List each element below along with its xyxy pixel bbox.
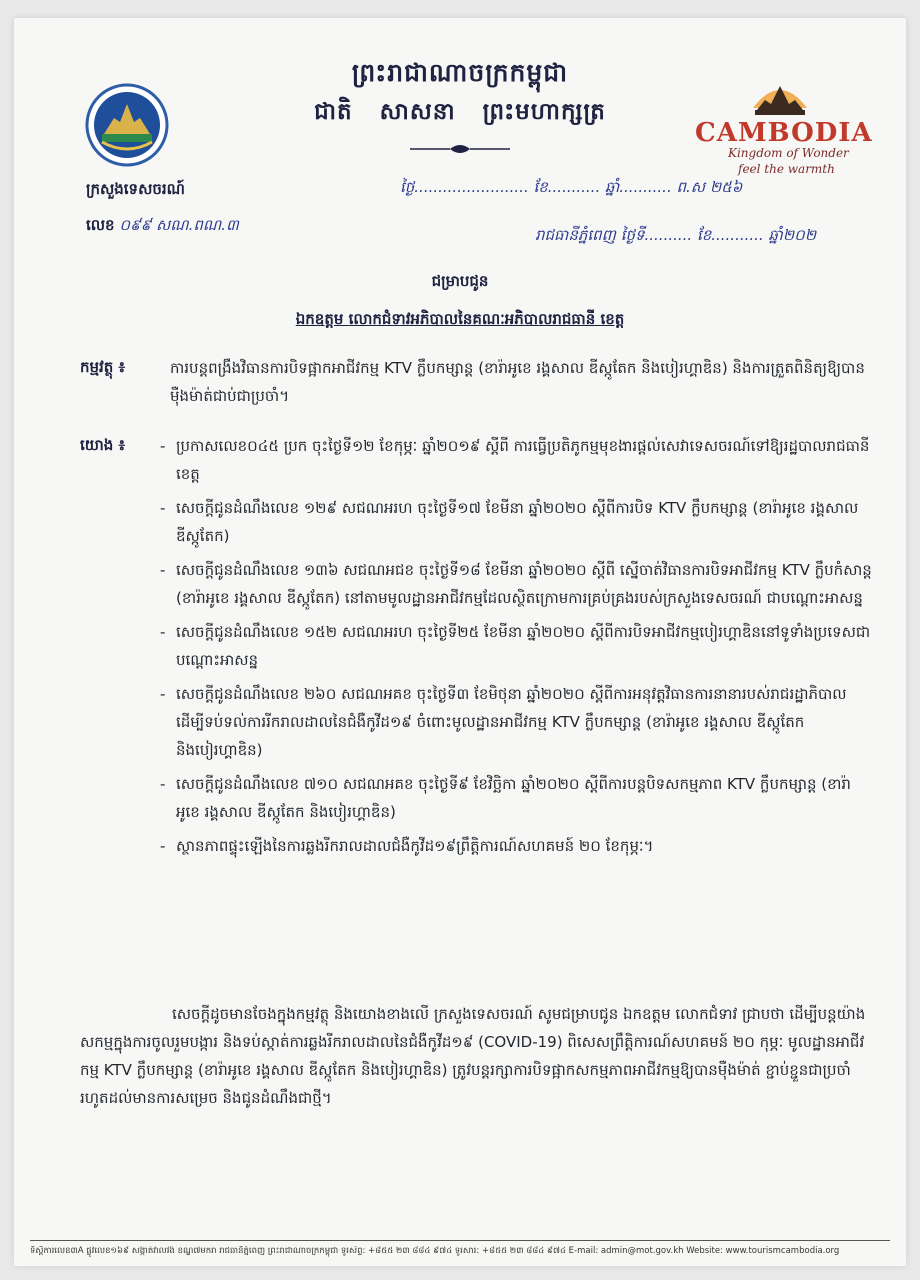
- ministry-name: ក្រសួងទេសចរណ៍: [86, 180, 185, 198]
- kingdom-heading: ព្រះរាជាណាចក្រកម្ពុជា: [351, 58, 569, 87]
- subject-label: កម្មវត្ថុ ៖: [80, 358, 126, 376]
- recipient: ឯកឧត្តម លោកជំទាវអភិបាលនៃគណៈអភិបាលរាជធានី ខេត្ត: [295, 310, 625, 328]
- ornament-divider-icon: [405, 143, 515, 155]
- subject-text: ការបន្តពង្រឹងវិធានការបិទផ្អាកអាជីវកម្ម KTV ក្លឹបកម្សាន្ត (ខារ៉ាអូខេ រង្គសាល ឌីស្កូតែក និងបៀរហ្គាឌិន) និងការត្រួតពិនិត្យឱ្យបានម៉ឺងម៉ាត់ជាប់ជាប្រចាំ។: [170, 359, 865, 405]
- letter-number-value: ០៩៩ សណ.ពណ.៣: [119, 216, 239, 234]
- brand-name: CAMBODIA: [695, 118, 873, 148]
- footer-contact: ទីស្តីការលេខ៣A ផ្លូវលេខ១៦៩ សង្កាត់វាលវង់ ខណ្ឌ៧មករា រាជធានីភ្នំពេញ ព្រះរាជាណាចក្រកម្ពុជា ទូរស័ព្ទ: +៨៥៥ ២៣ ៨៨៤ ៩៧៤ ទូរសារ: +៨៥៥ ២៣ ៨៨៤ ៩៧៤ E-mail: admin@mot.gov.kh Website: www.tourismcambodia.org: [30, 1246, 840, 1256]
- greeting: ជម្រាបជូន: [431, 272, 489, 290]
- lunar-date: ថ្ងៃ........................ ខែ........... ឆ្នាំ........... ព.ស ២៥៦: [400, 178, 743, 196]
- brand-tagline-warmth: feel the warmth: [738, 162, 835, 176]
- national-motto: ជាតិ សាសនា ព្រះមហាក្សត្រ: [314, 98, 606, 125]
- references-label: យោង ៖: [80, 436, 126, 454]
- reference-item: - សេចក្តីជូនដំណឹងលេខ ១២៩ សជណអរហ ចុះថ្ងៃទី១៧ ខែមីនា ឆ្នាំ២០២០ ស្តីពីការបិទ KTV ក្លឹបកម្សាន្ត (ខារ៉ាអូខេ រង្គសាល ឌីស្កូតែក): [160, 494, 872, 550]
- reference-item: - សេចក្តីជូនដំណឹងលេខ ៧១០ សជណអគខ ចុះថ្ងៃទី៩ ខែវិច្ឆិកា ឆ្នាំ២០២០ ស្តីពីការបន្តបិទសកម្មភាព KTV ក្លឹបកម្សាន្ត (ខារ៉ាអូខេ រង្គសាល ឌីស្កូតែក និងបៀរហ្គាឌិន): [160, 770, 872, 826]
- reference-item: - សេចក្តីជូនដំណឹងលេខ ១៥២ សជណអរហ ចុះថ្ងៃទី២៥ ខែមីនា ឆ្នាំ២០២០ ស្តីពីការបិទអាជីវកម្មបៀរហ្គាឌិននៅទូទាំងប្រទេសជាបណ្តោះអាសន្ន: [160, 618, 872, 674]
- brand-tagline-kingdom: Kingdom of Wonder: [728, 146, 849, 160]
- references-list: [160, 432, 872, 866]
- reference-item: - សេចក្តីជូនដំណឹងលេខ ២៦០ សជណអគខ ចុះថ្ងៃទី៣ ខែមិថុនា ឆ្នាំ២០២០ ស្តីពីការអនុវត្តវិធានការនានារបស់រាជរដ្ឋាភិបាល ដើម្បីទប់ទល់ការរីករាលដាលនៃជំងឺកូវីដ១៩ ចំពោះមូលដ្ឋានអាជីវកម្ម KTV ក្លឹបកម្សាន្ត (ខារ៉ាអូខេ រង្គសាល ឌីស្កូតែក និងបៀរហ្គាឌិន): [160, 680, 872, 764]
- reference-item: - ប្រកាសលេខ០៤៥ ប្រក ចុះថ្ងៃទី១២ ខែកុម្ភៈ ឆ្នាំ២០១៩ ស្តីពី ការធ្វើប្រតិភូកម្មមុខងារផ្តល់សេវាទេសចរណ៍ទៅឱ្យរដ្ឋបាលរាជធានីខេត្ត: [160, 432, 872, 488]
- reference-item: - ស្ថានភាពផ្ទុះឡើងនៃការឆ្លងរីករាលដាលជំងឺកូវីដ១៩ព្រឹត្តិការណ៍សហគមន៍ ២០ ខែកុម្ភៈ។: [160, 832, 872, 860]
- letter-number-label: លេខ: [86, 216, 115, 234]
- solar-date: រាជធានីភ្នំពេញ ថ្ងៃទី.......... ខែ........... ឆ្នាំ២០២: [535, 226, 817, 244]
- body-paragraph: សេចក្តីដូចមានចែងក្នុងកម្មវត្ថុ និងយោងខាងលើ ក្រសួងទេសចរណ៍ សូមជម្រាបជូន ឯកឧត្តម លោកជំទាវ ជ្រាបថា ដើម្បីបន្តយ៉ាងសកម្មក្នុងការចូលរួមបង្ការ និងទប់ស្កាត់ការឆ្លងរីករាលដាលនៃជំងឺកូវីដ១៩ (COVID-19) ពិសេសព្រឹត្តិការណ៍សហគមន៍ ២០ កុម្ភៈ មូលដ្ឋានអាជីវកម្ម KTV ក្លឹបកម្សាន្ត (ខារ៉ាអូខេ រង្គសាល ឌីស្កូតែក និងបៀរហ្គាឌិន) ត្រូវបន្តរក្សាការបិទផ្អាកសកម្មភាពអាជីវកម្មឱ្យបានម៉ឺងម៉ាត់ ខ្ជាប់ខ្ជួនជាប្រចាំរហូតដល់មានការសម្រេច និងជូនដំណឹងជាថ្មី។: [80, 1005, 866, 1107]
- reference-item: - សេចក្តីជូនដំណឹងលេខ ១៣៦ សជណអជខ ចុះថ្ងៃទី១៨ ខែមីនា ឆ្នាំ២០២០ ស្តីពី ស្នើចាត់វិធានការបិទអាជីវកម្ម KTV ក្លឹបកំសាន្ត (ខារ៉ាអូខេ រង្គសាល ឌីស្កូតែក) នៅតាមមូលដ្ឋានអាជីវកម្មដែលស្ថិតក្រោមការគ្រប់គ្រងរបស់ក្រសួងទេសចរណ៍ ជាបណ្តោះអាសន្ន: [160, 556, 872, 612]
- cambodia-temple-logo-icon: [745, 78, 815, 118]
- footer-divider: [30, 1240, 890, 1241]
- letter-number: [86, 216, 239, 238]
